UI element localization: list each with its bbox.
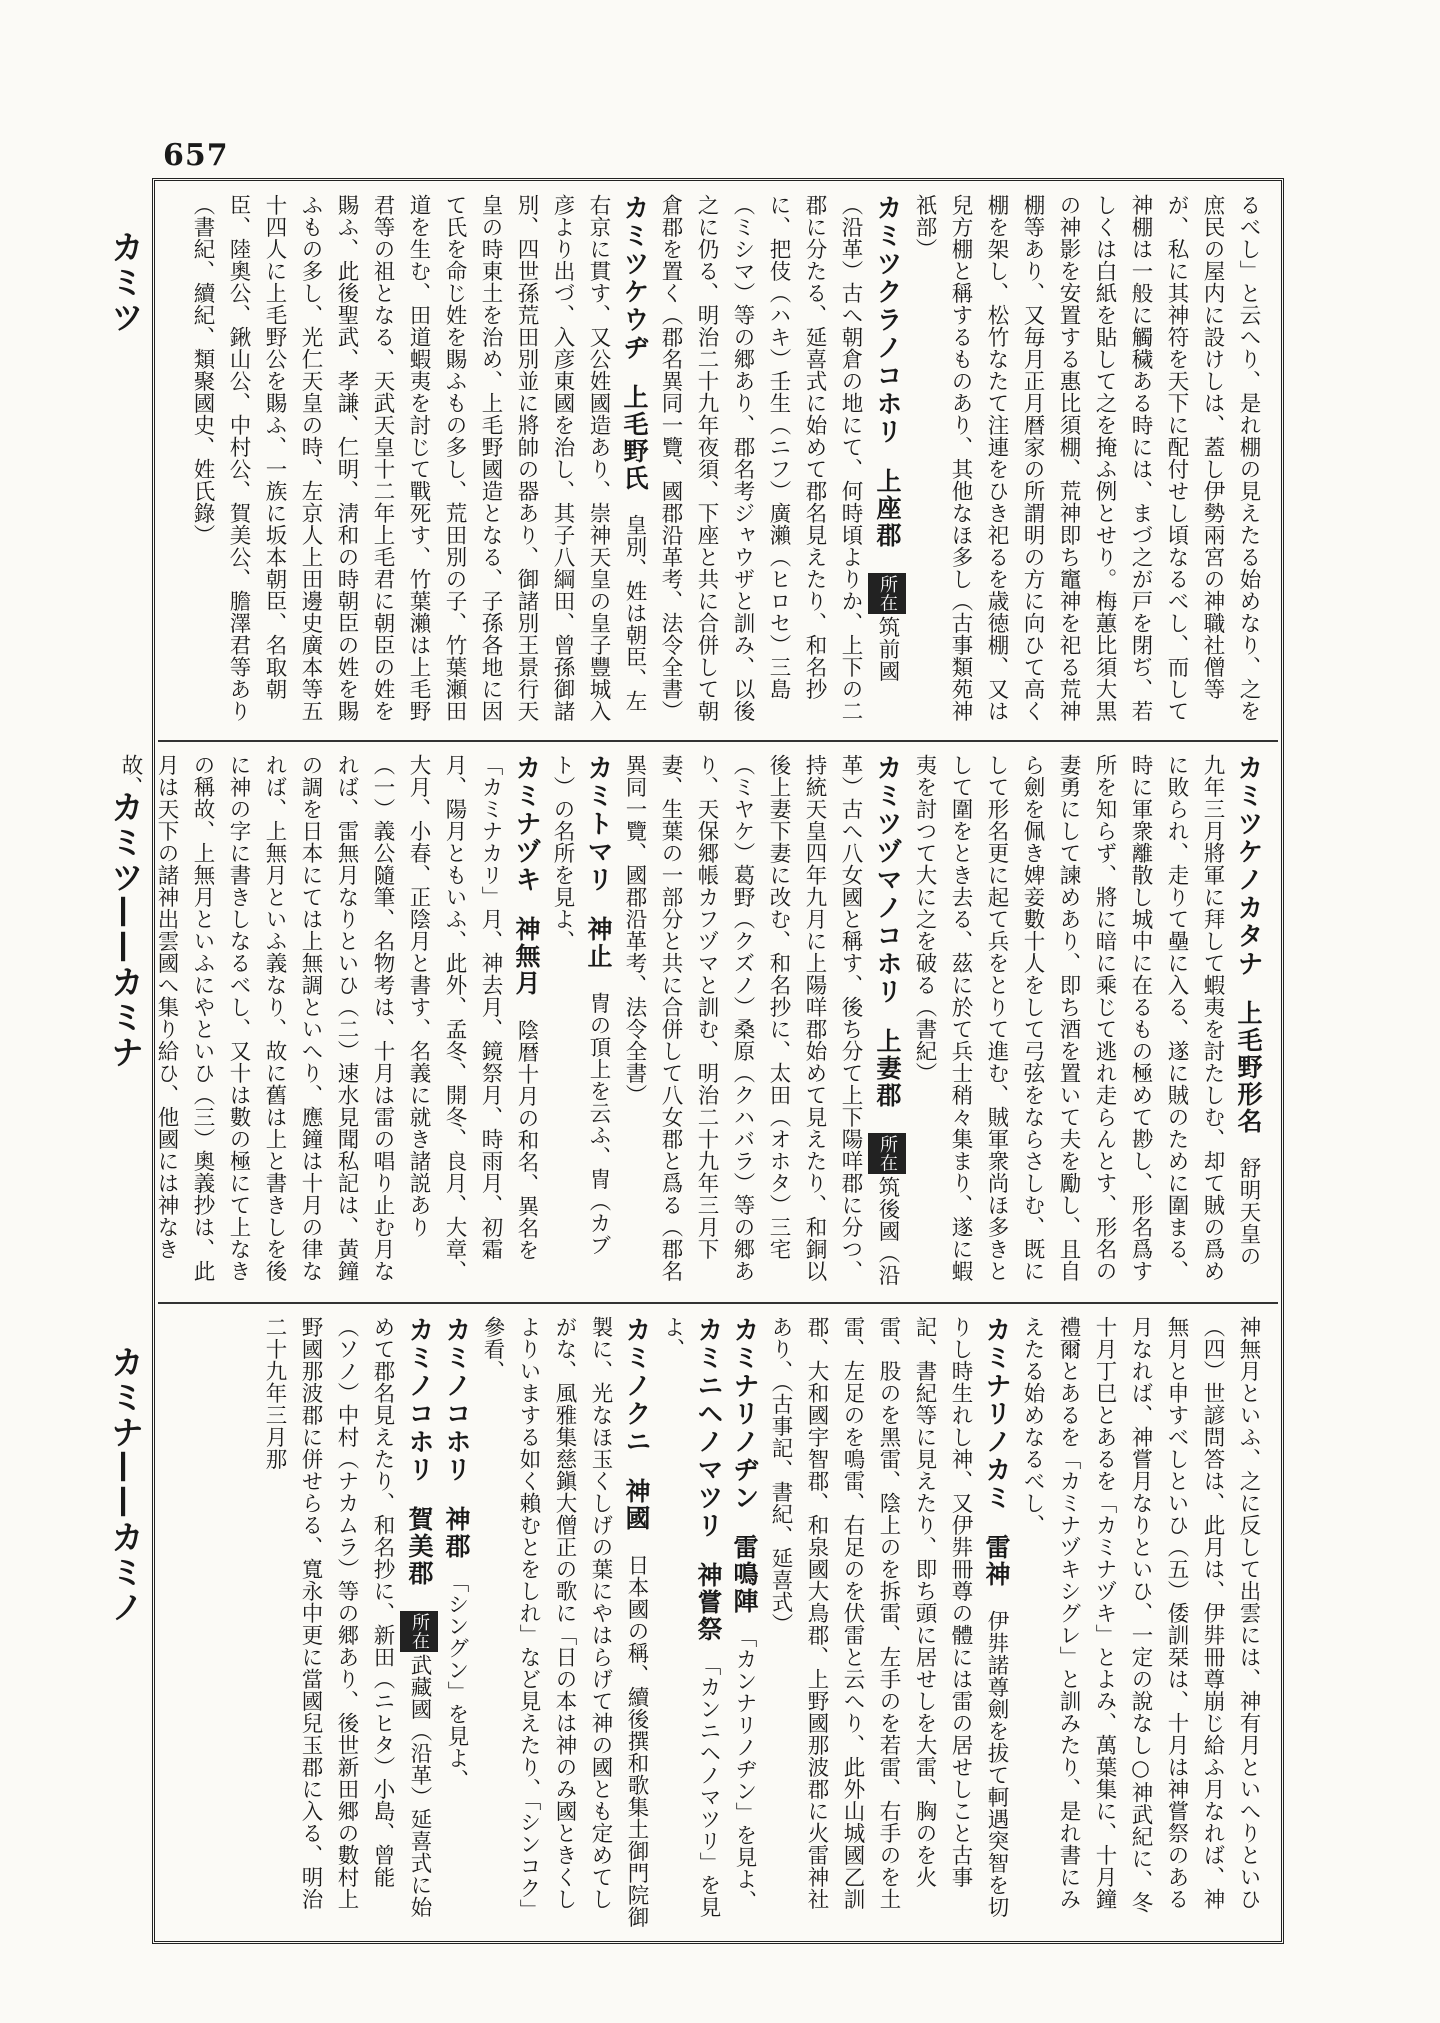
side-label-top: カミツ: [106, 230, 145, 335]
dictionary-entry: [544, 754, 616, 1286]
entry-kanji: 賀美郡: [405, 1506, 434, 1587]
entry-headword: カミナリノヂン: [729, 1316, 759, 1512]
entry-kanji: 神止: [584, 916, 613, 970]
tier-bottom: [158, 1306, 1278, 1938]
dictionary-entry: [112, 754, 544, 1286]
tier-divider: [158, 740, 1278, 742]
entry-kanji: 上妻郡: [873, 1028, 902, 1109]
entry-headword: カミツケノカタナ: [1233, 754, 1263, 978]
dictionary-entry: [474, 1316, 654, 1928]
tier-top: [158, 184, 1278, 734]
entry-text: 武藏國（沿革）延喜式に始めて郡名見えたり、和名抄に、新田（ニヒタ）小島、曾能（ソノ）中村（ナカムラ）等の郷あり、後世新田郷の數村上野國那波郡に併せらる、寬永中更に當國兒玉郡に入る、明治二十九年三月那: [262, 1316, 432, 1918]
dictionary-entry: [762, 1316, 1014, 1928]
dictionary-entry: [438, 1316, 474, 1928]
dictionary-entry: [256, 1316, 438, 1928]
entry-kanji: 上毛野氏: [620, 384, 649, 492]
entry-text: 日本國の稱、續後撰和歌集土御門院御製に、光なほ玉くしげの葉にやはらげて神の國とも定めてしがな、風雅集慈鎭大僧正の歌に「日の本は神のみ國ときくしよりいまする如く賴むとをしれ」など見えたり、「シンコク」參看、: [480, 1316, 649, 1928]
dictionary-entry: [616, 754, 906, 1286]
entry-text: 舒明天皇の九年三月將軍に拜して蝦夷を討たしむ、却て賊の爲めに敗られ、走りて壘に入る、遂に賊のために圍まる、時に軍衆離散し城中に在るもの極めて尠し、形名爲す所を知らず、將に暗に乘じて逃れ走らんとす、形名の妻勇にして諫めあり、即ち酒を置いて夫を勵し、且自ら劍を佩き婢妾數十人をして弓弦をならさしむ、既にして形名更に起て兵をとりて進む、賊軍衆尚ほ多きとして圍をとき去る、茲に於て兵士稍々集まり、遂に蝦夷を討つて大に之を破る（書紀）: [912, 754, 1261, 1282]
entry-text: 神無月といふ、之に反して出雲には、神有月といへりといひ（四）世諺問答は、此月は、伊弉冊尊崩じ給ふ月なれば、神無月と申すべしといひ（五）倭訓栞は、十月は神嘗祭のある月なれば、神嘗月なりといひ、一定の說なし○神武紀に、冬十月丁巳とあるを「カミナヅキ」とよみ、萬葉集に、十月鐘禮爾とあるを「カミナヅキシグレ」と訓みたり、是れ書にみえたる始めなるべし、: [1020, 1316, 1261, 1914]
page-number: 657: [163, 138, 229, 173]
entry-headword: カミツクラノコホリ: [872, 194, 902, 446]
dictionary-entry: [1014, 1316, 1266, 1928]
entry-kanji: 神無月: [512, 916, 541, 997]
entry-text: 「カンナリノヂン」を見よ、: [732, 1637, 757, 1913]
entry-text: るべし」と云へり、是れ棚の見えたる始めなり、之を庶民の屋内に設けしは、蓋し伊勢兩宮の神職社僧等が、私に其神符を天下に配付せし頃なるべし、而して神棚は一般に觸穢ある時には、まづ之が戸を閉ぢ、若しくは白紙を貼して之を掩ふ例とせり。梅蕙比須大黒の神影を安置する惠比須棚、荒神即ち竈神を祀る荒神棚等あり、又毎月正月暦家の所謂明の方に向ひて高く棚を架し、松竹なたて注連をひき祀るを歳徳棚、又は兒方棚と稱するものあり、其他なほ多し（古事類苑神祇部）: [912, 194, 1261, 722]
entry-tag: 所在: [400, 1611, 438, 1652]
entry-text: 冑の頂上を云ふ、冑（カブト）の名所を見よ、: [550, 754, 611, 1256]
entry-kanji: 上座郡: [873, 468, 902, 549]
dictionary-entry: [184, 194, 652, 724]
entry-kanji: 雷神: [982, 1534, 1011, 1588]
entry-text: 筑後國（沿革）古へ八女國と稱す、後ち分て上下陽咩郡に分つ、持統天皇四年九月に上陽咩郡始めて見えたり、和銅以後上妻下妻に改む、和名抄に、太田（オホタ）三宅（ミヤケ）葛野（クズノ）桑原（クハバラ）等の郷あり、天保郷帳カフヅマと訓む、明治二十九年三月下妻、生葉の一部分と共に合併して八女郡と爲る（郡名異同一覽、國郡沿革考、法令全書）: [622, 754, 900, 1286]
entry-headword: カミツヅマノコホリ: [872, 754, 902, 1006]
entry-text: 陰暦十月の和名、異名を「カミナカリ」月、神去月、鏡祭月、時雨月、初霜月、陽月ともいふ、此外、孟冬、開冬、良月、大章、大月、小春、正陰月と書す、名義に就き諸説あり（一）義公隨筆、名物考は、十月は雷の唱り止む月なれば、雷無月なりといひ（二）速水見聞私記は、黃鐘の調を日本にては上無調といへり、應鐘は十月の律なれば、上無月といふ義なり、故に舊は上と書きしを後に神の字に書きしなるべし、又十は數の極にて上なきの稱故、上無月といふにやといひ（三）奧義抄は、此月は天下の諸神出雲國へ集り給ひ、他國には神なき故、: [118, 754, 539, 1282]
entry-headword: カミナリノカミ: [981, 1316, 1011, 1512]
entry-headword: カミノコホリ: [441, 1316, 471, 1484]
entry-text: 伊弉諾尊劍を拔て軻遇突智を切りし時生れし神、又伊弉冊尊の體には雷の居せしこと古事記、書紀等に見えたり、即ち頭に居せしを大雷、胸のを火雷、股のを黑雷、陰上のを拆雷、左手のを若雷、右手のを土雷、左足のを鳴雷、右足のを伏雷と云へり、此外山城國乙訓郡、大和國宇智郡、和泉國大鳥郡、上野國那波郡に火雷神社あり、（古事記、書紀、延喜式）: [768, 1316, 1009, 1918]
entry-tag: 所在: [868, 1133, 906, 1174]
entry-headword: カミノクニ: [621, 1316, 651, 1456]
entry-kanji: 神嘗祭: [694, 1562, 723, 1643]
dictionary-entry: [654, 1316, 726, 1928]
entry-text: 筑前國（沿革）古へ朝倉の地にて、何時頃よりか、上下の二郡に分たる、延喜式に始めて郡名見えたり、和名抄に、把伎（ハキ）壬生（ニフ）廣瀨（ヒロセ）三島（ミシマ）等の郷あり、郡名考ジャウザと訓み、以後之に仍る、明治二十九年夜須、下座と共に合併して朝倉郡を置く（郡名異同一覽、國郡沿革考、法令全書）: [658, 194, 900, 722]
entry-kanji: 神國: [622, 1478, 651, 1532]
entry-text: 「シングン」を見よ、: [444, 1582, 469, 1792]
entry-text: 「カンニヘノマツリ」を見よ、: [660, 1316, 721, 1919]
entry-headword: カミトマリ: [583, 754, 613, 894]
entry-headword: カミニヘノマツリ: [693, 1316, 723, 1540]
entry-headword: カミノコホリ: [404, 1316, 434, 1484]
dictionary-entry: [726, 1316, 762, 1928]
entry-kanji: 上毛野形名: [1234, 1000, 1263, 1135]
tier-divider: [158, 1302, 1278, 1304]
entry-text: 皇別、姓は朝臣、左右京に貫す、又公姓國造あり、崇神天皇の皇子豐城入彦より出づ、入彦東國を治し、其子八綱田、曾孫御諸別、四世孫荒田別並に將帥の器あり、御諸別王景行天皇の時東土を治め、上毛野國造となる、子孫各地に因て氏を命じ姓を賜ふもの多し、荒田別の子、竹葉瀬田道を生む、田道蝦夷を討じて戰死す、竹葉瀨は上毛野君等の祖となる、天武天皇十二年上毛君に朝臣の姓を賜ふ、此後聖武、孝謙、仁明、淸和の時朝臣の姓を賜ふもの多し、光仁天皇の時、左京人上田邊史廣本等五十四人に上毛野公を賜ふ、一族に坂本朝臣、名取朝臣、陸奧公、鍬山公、中村公、賀美公、膽澤君等あり（書紀、續紀、類聚國史、姓氏錄）: [190, 194, 647, 722]
dictionary-entry: [906, 194, 1266, 724]
side-label-bottom: カミナ——カミノ: [106, 1345, 145, 1625]
dictionary-entry: [652, 194, 906, 724]
entry-kanji: 神郡: [442, 1506, 471, 1560]
entry-tag: 所在: [868, 573, 906, 614]
entry-kanji: 雷鳴陣: [730, 1534, 759, 1615]
side-label-middle: カミツ——カミナ: [106, 790, 145, 1070]
dictionary-entry: [906, 754, 1266, 1286]
entry-headword: カミナヅキ: [511, 754, 541, 894]
entry-headword: カミツケウヂ: [619, 194, 649, 362]
